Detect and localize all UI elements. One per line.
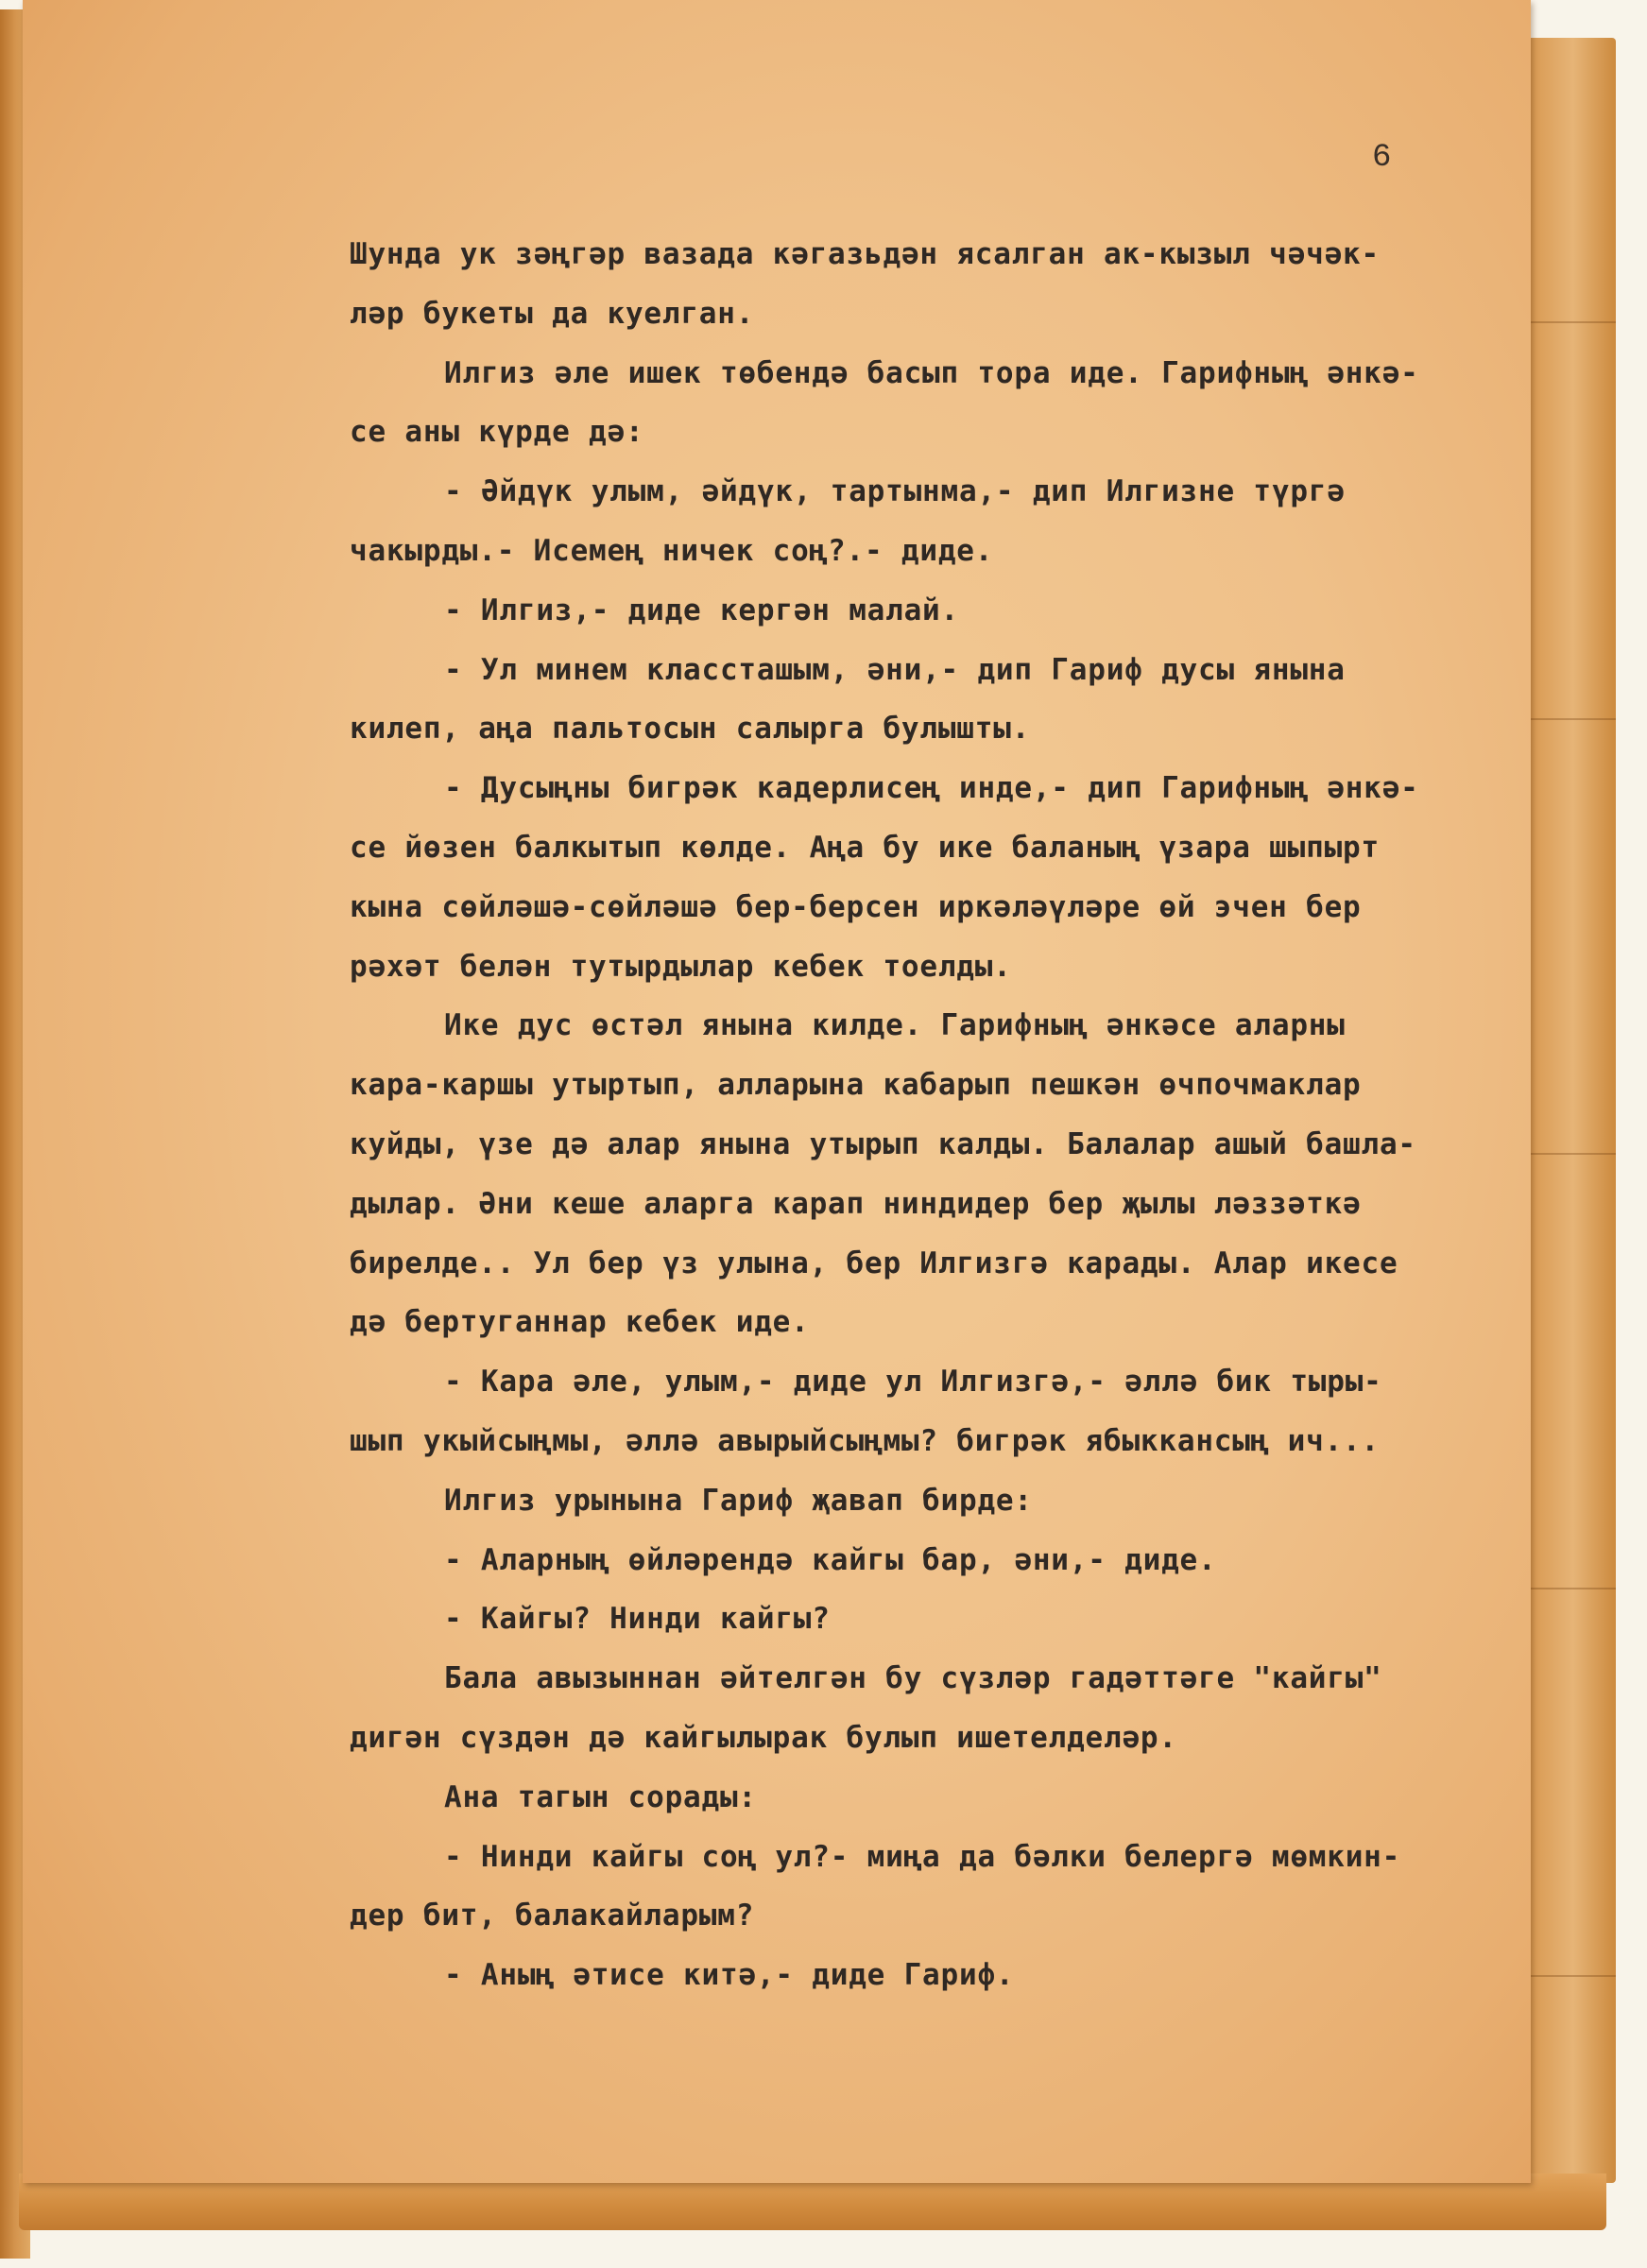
text-line: - Әйдүк улым, әйдүк, тартынма,- дип Илгизне түргә	[444, 474, 1346, 509]
text-line: - Дусыңны бигрәк кадерлисең инде,- дип Гарифның әнкә-	[444, 771, 1419, 806]
text-line: дә бертуганнар кебек иде.	[350, 1305, 810, 1340]
text-line: Шунда ук зәңгәр вазада кәгазьдән ясалган ак-кызыл чәчәк-	[350, 237, 1380, 271]
text-line: килеп, аңа пальтосын салырга булышты.	[350, 712, 1031, 747]
text-line: - Нинди кайгы соң ул?- миңа да бәлки белергә мөмкин-	[444, 1839, 1401, 1874]
text-line: Ике дус өстәл янына килде. Гарифның әнкәсе аларны	[444, 1008, 1346, 1043]
text-line: кына сөйләшә-сөйләшә бер-берсен иркәләүләре өй эчен бер	[350, 889, 1362, 924]
text-line: - Аның әтисе китә,- диде Гариф.	[444, 1958, 1015, 1993]
text-line: - Аларның өйләрендә кайгы бар, әни,- диде.	[444, 1542, 1217, 1577]
text-line: - Илгиз,- диде кергән малай.	[444, 593, 959, 627]
text-line: Илгиз урынына Гариф җавап бирде:	[444, 1483, 1033, 1518]
body-text	[350, 225, 1512, 2005]
text-line: чакырды.- Исемең ничек соң?.- диде.	[350, 533, 994, 568]
text-line: - Кара әле, улым,- диде ул Илгизгә,- әллә бик тыры-	[444, 1365, 1382, 1400]
text-line: дигән сүздән дә кайгылырак булып ишетелделәр.	[350, 1720, 1177, 1755]
text-line: ләр букеты да куелган.	[350, 296, 755, 331]
text-line: се йөзен балкытып көлде. Аңа бу ике баланың үзара шыпырт	[350, 830, 1380, 865]
text-line: шып укыйсыңмы, әллә авырыйсыңмы? бигрәк ябыккансың ич...	[350, 1423, 1380, 1458]
text-line: дер бит, балакайларым?	[350, 1899, 755, 1933]
text-line: - Ул минем классташым, әни,- дип Гариф дусы янына	[444, 652, 1346, 687]
text-line: Ана тагын сорады:	[444, 1779, 757, 1814]
text-line: дылар. Әни кеше аларга карап ниндидер бер җылы ләззәткә	[350, 1186, 1362, 1221]
text-line: - Кайгы? Нинди кайгы?	[444, 1602, 831, 1637]
text-line: кара-каршы утыртып, алларына кабарып пешкән өчпочмаклар	[350, 1068, 1362, 1103]
text-line: бирелде.. Ул бер үз улына, бер Илгизгә карады. Алар икесе	[350, 1246, 1398, 1280]
text-line: Бала авызыннан әйтелгән бу сүзләр гадәттәге "кайгы"	[444, 1661, 1382, 1696]
text-line: рәхәт белән тутырдылар кебек тоелды.	[350, 949, 1012, 984]
text-line: се аны күрде дә:	[350, 415, 644, 450]
page-number: 6	[1372, 140, 1392, 176]
text-line: куйды, үзе дә алар янына утырып калды. Балалар ашый башла-	[350, 1126, 1416, 1161]
text-line: Илгиз әле ишек төбендә басып тора иде. Гарифның әнкә-	[444, 355, 1419, 390]
